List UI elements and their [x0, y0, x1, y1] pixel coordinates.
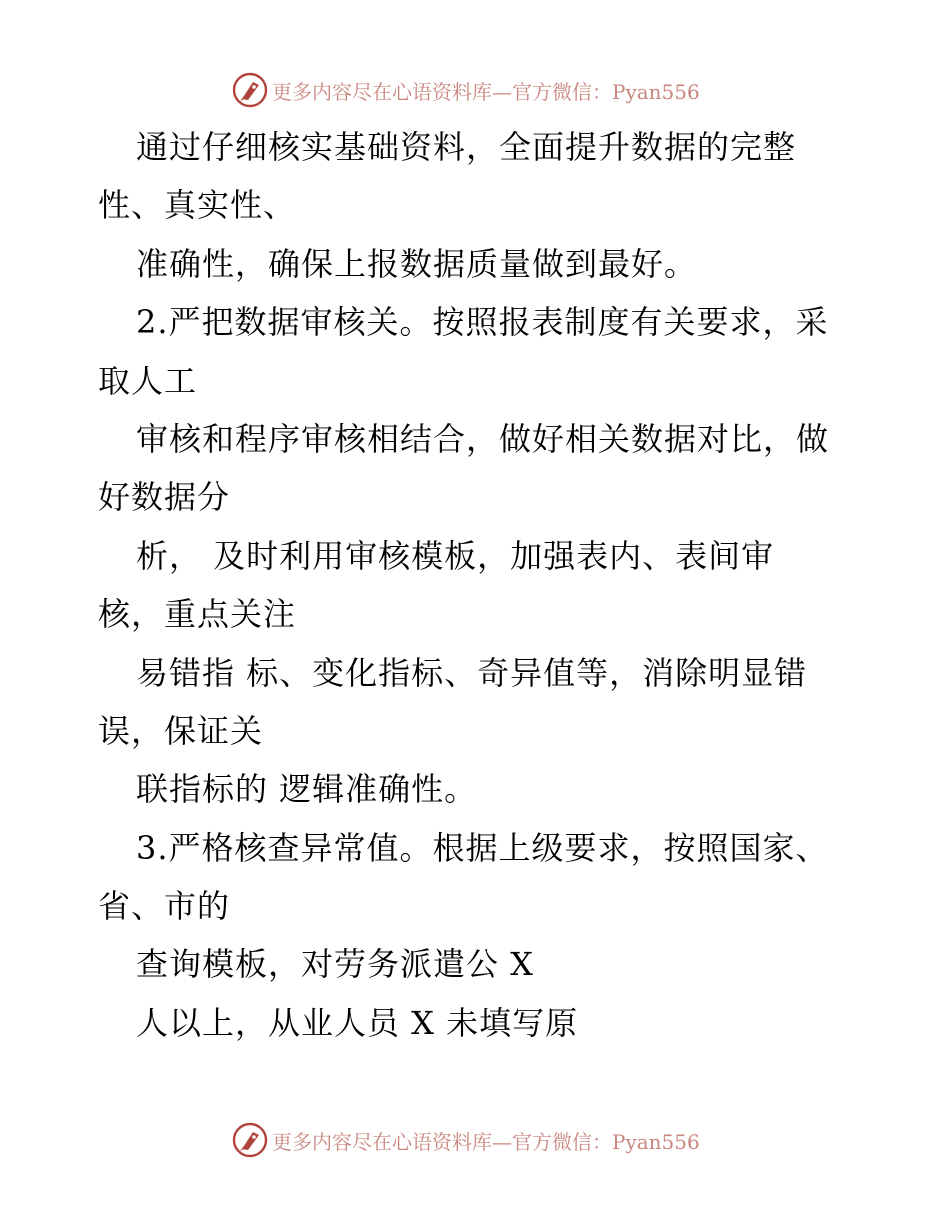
text-line: 联指标的 逻辑准确性。: [136, 770, 478, 809]
text-line: 误，保证关: [98, 711, 264, 750]
text-line: 好数据分: [98, 478, 231, 517]
text-line: 3.严格核查异常值。根据上级要求，按照国家、: [136, 828, 829, 867]
text-line: 查询模板，对劳务派遣公 X: [136, 945, 534, 984]
text-line: 准确性，确保上报数据质量做到最好。: [136, 244, 698, 283]
watermark-footer: [232, 1120, 700, 1160]
watermark-header: [232, 70, 700, 110]
text-line: 易错指 标、变化指标、奇异值等，消除明显错: [136, 653, 808, 692]
pen-nib-logo-icon: [232, 72, 268, 108]
pen-nib-logo-icon: [232, 1122, 268, 1158]
text-line: 2.严把数据审核关。按照报表制度有关要求，采: [136, 303, 829, 342]
document-body: [98, 118, 868, 1052]
text-line: 审核和程序审核相结合，做好相关数据对比，做: [136, 419, 830, 458]
text-line: 取人工: [98, 361, 198, 400]
text-line: 省、市的: [98, 887, 231, 926]
text-line: 性、真实性、: [98, 186, 297, 225]
text-line: 人以上，从业人员 X 未填写原: [136, 1003, 579, 1042]
watermark-text: 更多内容尽在心语资料库—官方微信：Pyan556: [272, 1129, 700, 1154]
text-line: 通过仔细核实基础资料，全面提升数据的完整: [136, 128, 797, 166]
text-line: 析， 及时利用审核模板，加强表内、表间审: [136, 536, 775, 575]
watermark-text: 更多内容尽在心语资料库—官方微信：Pyan556: [272, 79, 700, 104]
text-line: 核，重点关注: [98, 595, 297, 634]
